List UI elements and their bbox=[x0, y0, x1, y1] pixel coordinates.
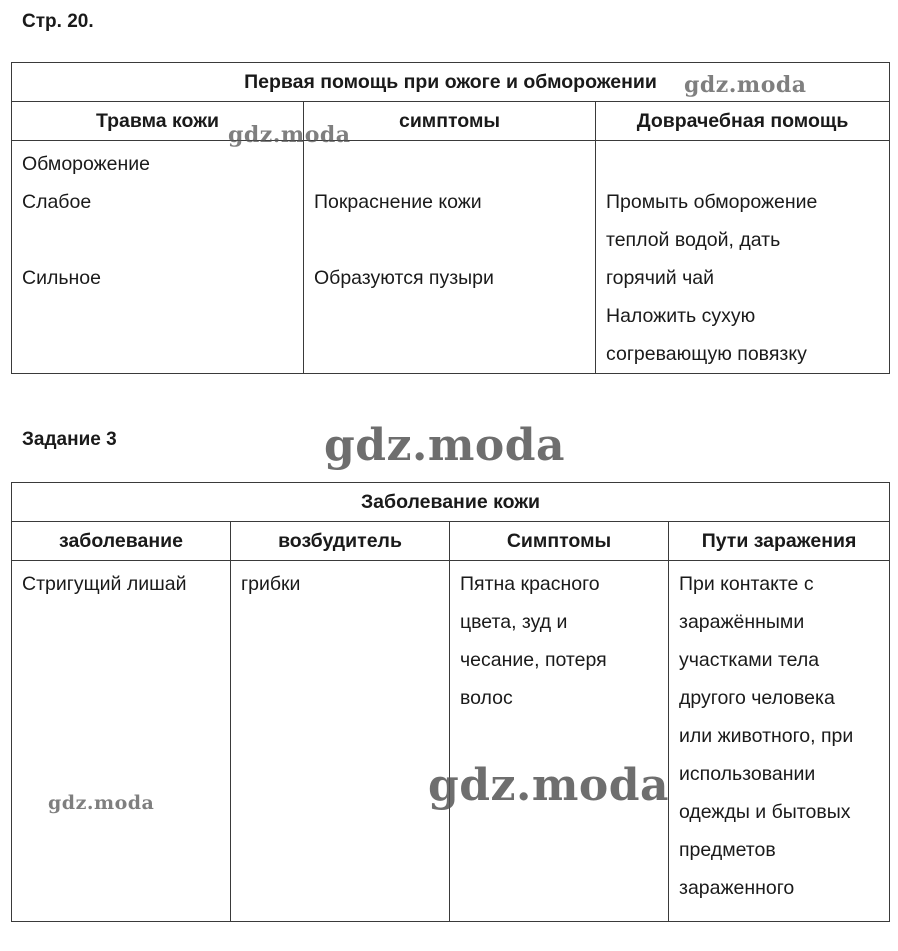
watermark: gdz.moda bbox=[228, 122, 351, 148]
pathogen-name: грибки bbox=[241, 573, 301, 595]
transmission-line: заражёнными bbox=[679, 611, 805, 633]
symptom-line: Пятна красного bbox=[460, 573, 600, 595]
transmission-line: зараженного bbox=[679, 877, 795, 899]
watermark: gdz.moda bbox=[684, 72, 807, 98]
skin-disease-table-title: Заболевание кожи bbox=[12, 483, 890, 522]
transmission-line: другого человека bbox=[679, 687, 835, 709]
first-aid-table-title: Первая помощь при ожоге и обморожении bbox=[12, 63, 890, 102]
injury-cell bbox=[12, 141, 304, 374]
first-aid-cell bbox=[596, 141, 890, 374]
watermark: gdz.moda bbox=[324, 420, 566, 471]
disease-cell bbox=[12, 561, 231, 922]
col-header-first-aid: Доврачебная помощь bbox=[596, 102, 890, 141]
first-aid-line: теплой водой, дать bbox=[606, 229, 781, 251]
skin-disease-table bbox=[11, 482, 890, 922]
col-header-pathogen: возбудитель bbox=[231, 522, 450, 561]
col-header-disease: заболевание bbox=[12, 522, 231, 561]
transmission-line: предметов bbox=[679, 839, 776, 861]
first-aid-line: Наложить сухую bbox=[606, 305, 756, 327]
col-header-transmission: Пути заражения bbox=[669, 522, 890, 561]
transmission-line: использовании bbox=[679, 763, 816, 785]
symptoms-cell bbox=[304, 141, 596, 374]
watermark: gdz.moda bbox=[48, 792, 155, 814]
injury-type: Обморожение bbox=[22, 153, 151, 175]
symptom-line: цвета, зуд и bbox=[460, 611, 568, 633]
transmission-line: участками тела bbox=[679, 649, 820, 671]
first-aid-line: согревающую повязку bbox=[606, 343, 807, 365]
page-heading: Стр. 20. bbox=[22, 11, 94, 32]
symptom-severe: Образуются пузыри bbox=[314, 267, 494, 289]
transmission-line: При контакте с bbox=[679, 573, 814, 595]
col-header-symptoms: симптомы bbox=[304, 102, 596, 141]
first-aid-line: Промыть обморожение bbox=[606, 191, 818, 213]
disease-name: Стригущий лишай bbox=[22, 573, 187, 595]
task-heading: Задание 3 bbox=[22, 429, 117, 450]
first-aid-table bbox=[11, 62, 890, 374]
transmission-line: или животного, при bbox=[679, 725, 854, 747]
symptom-line: волос bbox=[460, 687, 513, 709]
col-header-symptoms: Симптомы bbox=[450, 522, 669, 561]
watermark: gdz.moda bbox=[428, 760, 670, 811]
transmission-line: одежды и бытовых bbox=[679, 801, 851, 823]
symptom-line: чесание, потеря bbox=[460, 649, 607, 671]
injury-degree-severe: Сильное bbox=[22, 267, 101, 289]
transmission-cell bbox=[669, 561, 890, 922]
first-aid-line: горячий чай bbox=[606, 267, 714, 289]
col-header-injury: Травма кожи bbox=[12, 102, 304, 141]
injury-degree-mild: Слабое bbox=[22, 191, 92, 213]
pathogen-cell bbox=[231, 561, 450, 922]
symptom-mild: Покраснение кожи bbox=[314, 191, 482, 213]
disease-symptoms-cell bbox=[450, 561, 669, 922]
